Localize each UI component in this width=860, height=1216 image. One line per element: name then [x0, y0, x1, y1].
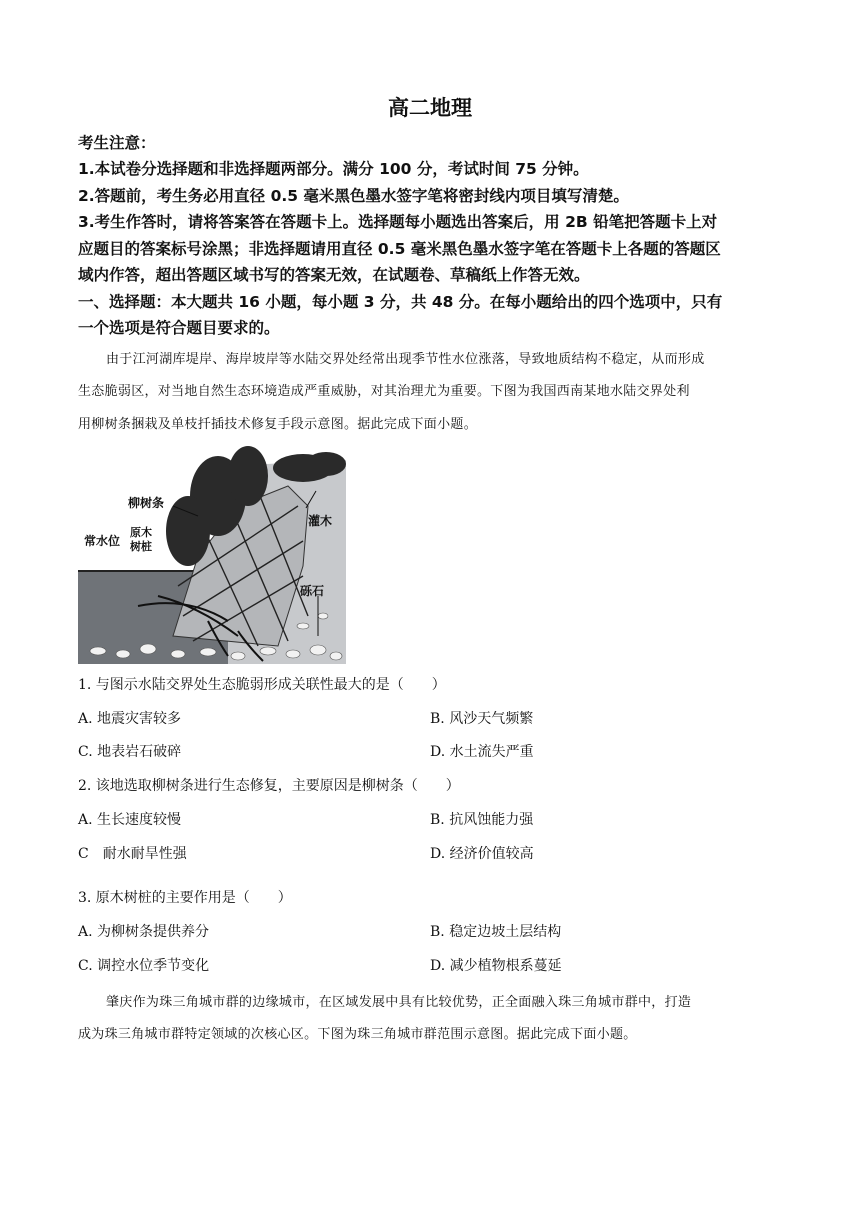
- question-2-option-c: C 耐水耐旱性强: [78, 846, 187, 862]
- notice-item-1: 1.本试卷分选择题和非选择题两部分。满分 100 分，考试时间 75 分钟。: [78, 160, 589, 178]
- section-heading: 一、选择题：本大题共 16 小题，每小题 3 分，共 48 分。在每小题给出的四个选项中，只有: [78, 293, 723, 311]
- question-1-stem: 1. 与图示水陆交界处生态脆弱形成关联性最大的是（ ）: [78, 677, 446, 693]
- label-gravel: 砾石: [300, 584, 325, 598]
- question-1-option-a: A. 地震灾害较多: [78, 711, 182, 727]
- label-stake-1: 原木: [130, 526, 152, 539]
- question-1-option-d: D. 水土流失严重: [430, 744, 534, 760]
- label-water-level: 常水位: [84, 534, 121, 548]
- question-2-option-d: D. 经济价值较高: [430, 846, 534, 862]
- page-title: 高二地理: [388, 96, 472, 120]
- passage1-line-3: 用柳树条捆栽及单枝扦插技术修复手段示意图。据此完成下面小题。: [78, 417, 478, 432]
- question-2-option-b: B. 抗风蚀能力强: [430, 812, 534, 828]
- label-stake-2: 树桩: [130, 540, 152, 553]
- question-3-stem: 3. 原木树桩的主要作用是（ ）: [78, 890, 292, 906]
- question-3-option-d: D. 减少植物根系蔓延: [430, 958, 562, 974]
- passage1-line-2: 生态脆弱区，对当地自然生态环境造成严重威胁，对其治理尤为重要。下图为我国西南某地水陆交界处利: [78, 384, 690, 399]
- notice-item-3: 3.考生作答时，请将答案答在答题卡上。选择题每小题选出答案后，用 2B 铅笔把答题卡上对: [78, 213, 718, 231]
- restoration-illustration: [78, 446, 346, 664]
- passage2-line-2: 成为珠三角城市群特定领域的次核心区。下图为珠三角城市群范围示意图。据此完成下面小题。: [78, 1027, 637, 1042]
- question-3-option-c: C. 调控水位季节变化: [78, 958, 210, 974]
- question-1-option-c: C. 地表岩石破碎: [78, 744, 182, 760]
- restoration-figure: [78, 446, 346, 664]
- question-3-option-a: A. 为柳树条提供养分: [78, 924, 210, 940]
- notice-item-3-cont2: 域内作答，超出答题区域书写的答案无效，在试题卷、草稿纸上作答无效。: [78, 266, 590, 284]
- question-2-option-a: A. 生长速度较慢: [78, 812, 182, 828]
- label-willow: 柳树条: [128, 496, 165, 510]
- label-shrub: 灌木: [308, 514, 333, 528]
- question-3-option-b: B. 稳定边坡土层结构: [430, 924, 562, 940]
- notice-item-3-cont1: 应题目的答案标号涂黑；非选择题请用直径 0.5 毫米黑色墨水签字笔在答题卡上各题的答题区: [78, 240, 721, 258]
- question-1-option-b: B. 风沙天气频繁: [430, 711, 534, 727]
- notice-item-2: 2.答题前，考生务必用直径 0.5 毫米黑色墨水签字笔将密封线内项目填写清楚。: [78, 187, 629, 205]
- passage1-line-1: 由于江河湖库堤岸、海岸坡岸等水陆交界处经常出现季节性水位涨落，导致地质结构不稳定，从而形成: [106, 352, 705, 367]
- question-2-stem: 2. 该地选取柳树条进行生态修复，主要原因是柳树条（ ）: [78, 778, 460, 794]
- notice-heading: 考生注意：: [78, 134, 156, 152]
- section-heading-cont: 一个选项是符合题目要求的。: [78, 319, 280, 337]
- passage2-line-1: 肇庆作为珠三角城市群的边缘城市，在区域发展中具有比较优势，正全面融入珠三角城市群中，打造: [106, 995, 692, 1010]
